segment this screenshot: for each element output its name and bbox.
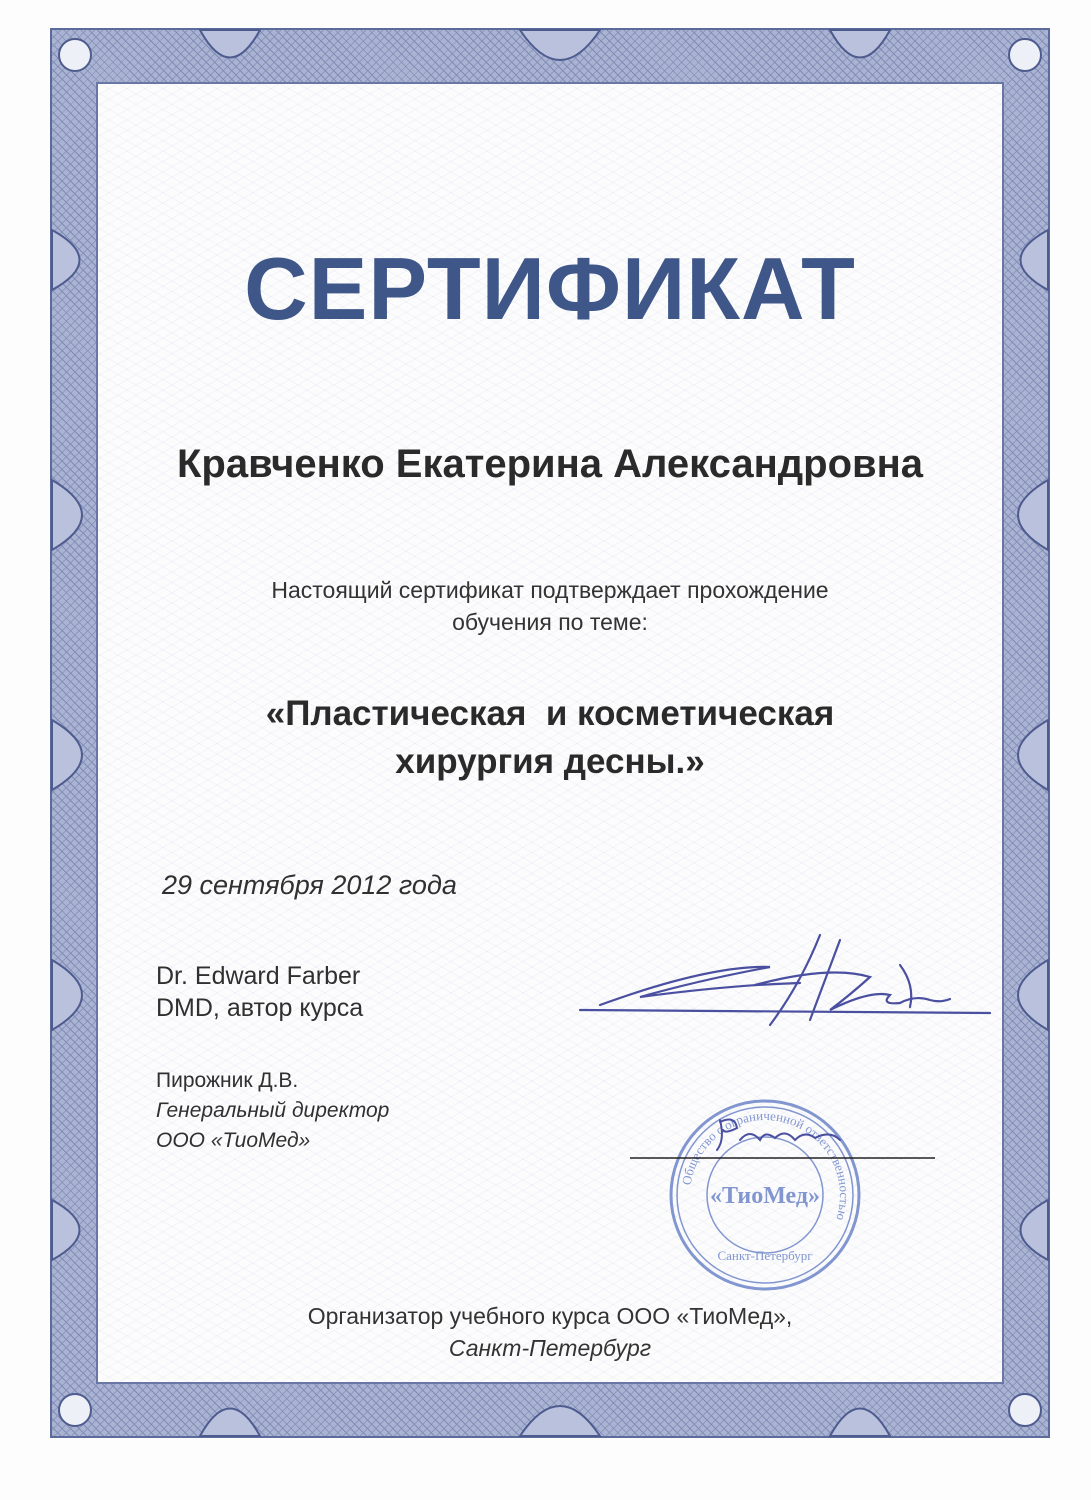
author-signatory xyxy=(156,960,363,1024)
intro-line-2: обучения по теме: xyxy=(452,609,648,635)
director-signature xyxy=(625,1100,945,1170)
intro-line-1: Настоящий сертификат подтверждает прохождение xyxy=(271,577,829,603)
certificate-title: СЕРТИФИКАТ xyxy=(244,239,856,338)
topic-line-1: «Пластическая и косметическая xyxy=(265,694,835,733)
svg-text:Общество с ограниченной ответс: Общество с ограниченной ответственностью xyxy=(678,1107,853,1223)
svg-text:«ТиоМед»: «ТиоМед» xyxy=(709,1183,821,1209)
author-name: Dr. Edward Farber xyxy=(156,962,361,990)
topic-line-2: хирургия десны.» xyxy=(395,742,705,781)
director-name: Пирожник Д.В. xyxy=(156,1069,299,1092)
director-organization: ООО «ТиоМед» xyxy=(156,1129,311,1152)
organizer-info xyxy=(96,1300,1004,1364)
recipient-name: Кравченко Екатерина Александровна xyxy=(176,442,924,486)
director-role: Генеральный директор xyxy=(156,1099,390,1122)
organizer-line-2: Санкт-Петербург xyxy=(448,1335,652,1361)
intro-text xyxy=(96,574,1004,638)
organizer-line-1: Организатор учебного курса ООО «ТиоМед», xyxy=(307,1303,793,1329)
director-signatory xyxy=(156,1066,389,1156)
author-role: DMD, автор курса xyxy=(156,994,364,1022)
author-signature xyxy=(570,925,1010,1035)
course-topic xyxy=(96,690,1004,786)
certificate-date: 29 сентября 2012 года xyxy=(162,870,457,900)
svg-text:Санкт-Петербург: Санкт-Петербург xyxy=(717,1248,813,1263)
